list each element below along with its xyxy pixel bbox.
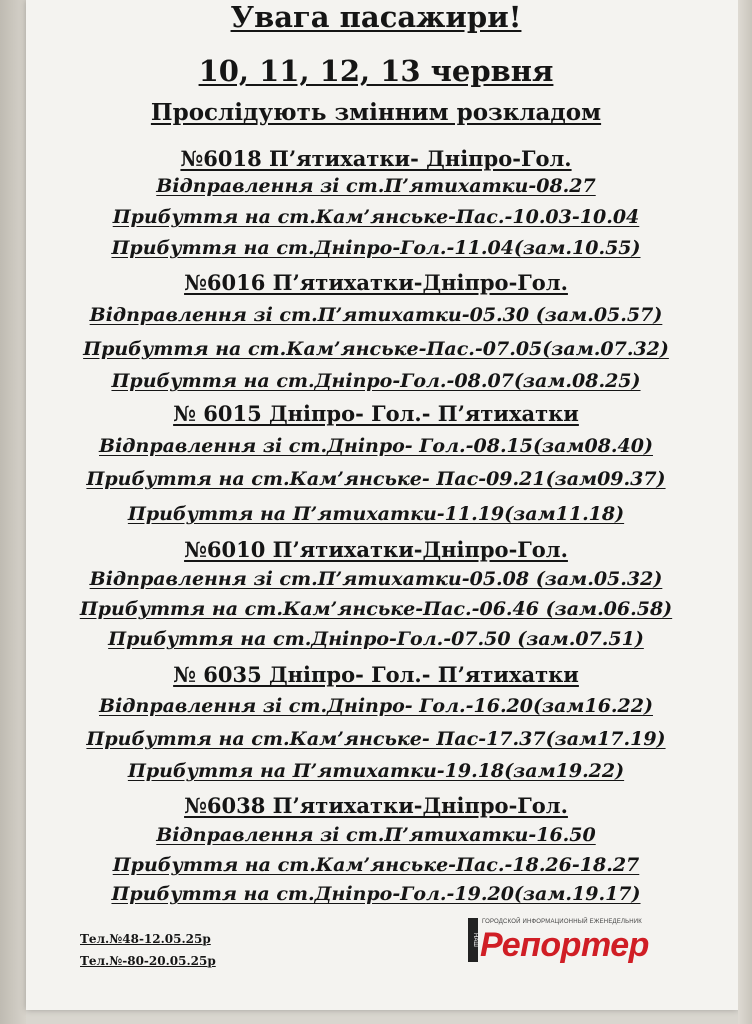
train-line: Прибуття на ст.Кам’янське-Пас.-07.05(зам.07.32) [83,338,669,360]
train-line: Прибуття на ст.Кам’янське- Пас-09.21(зам09.37) [86,468,666,490]
logo-wordmark: Репортер [480,926,649,964]
train-header: №6016 П’ятихатки-Дніпро-Гол. [184,270,568,295]
train-header: №6010 П’ятихатки-Дніпро-Гол. [184,537,568,562]
train-line: Прибуття на ст.Дніпро-Гол.-07.50 (зам.07.51) [108,628,644,650]
train-line: Відправлення зі ст.П’ятихатки-08.27 [156,175,596,197]
train-line: Відправлення зі ст.П’ятихатки-16.50 [156,824,596,846]
notice-subtitle: Прослідують змінним розкладом [150,99,602,126]
train-line: Прибуття на ст.Дніпро-Гол.-11.04(зам.10.55) [111,237,641,259]
train-line: Прибуття на ст.Кам’янське- Пас-17.37(зам17.19) [86,728,666,750]
train-line: Відправлення зі ст.П’ятихатки-05.30 (зам.05.57) [89,304,663,326]
train-line: Прибуття на ст.Кам’янське-Пас.-10.03-10.04 [112,206,640,228]
train-line: Прибуття на ст.Кам’янське-Пас.-18.26-18.27 [112,854,640,876]
train-header: № 6035 Дніпро- Гол.- П’ятихатки [173,662,579,687]
train-line: Прибуття на П’ятихатки-19.18(зам19.22) [127,760,625,782]
train-line: Прибуття на ст.Кам’янське-Пас.-06.46 (зам.06.58) [79,598,673,620]
train-line: Відправлення зі ст.Дніпро- Гол.-08.15(зам08.40) [99,435,653,457]
logo-tagline: ГОРОДСКОЙ ИНФОРМАЦИОННЫЙ ЕЖЕНЕДЕЛЬНИК [482,919,642,925]
footer-tel-1: Тел.№48-12.05.25р [80,932,211,946]
footer-tel-2: Тел.№-80-20.05.25р [80,954,216,968]
train-line: Відправлення зі ст.П’ятихатки-05.08 (зам.05.32) [89,568,663,590]
notice-dates: 10, 11, 12, 13 червня [198,54,554,88]
train-header: №6038 П’ятихатки-Дніпро-Гол. [184,793,568,818]
train-header: №6018 П’ятихатки- Дніпро-Гол. [180,146,572,171]
train-line: Прибуття на ст.Дніпро-Гол.-19.20(зам.19.17) [111,883,641,905]
train-line: Прибуття на ст.Дніпро-Гол.-08.07(зам.08.25) [111,370,641,392]
notice-title: Увага пасажири! [230,0,522,34]
reporter-logo [468,918,700,966]
train-line: Прибуття на П’ятихатки-11.19(зам11.18) [127,503,625,525]
train-line: Відправлення зі ст.Дніпро- Гол.-16.20(зам16.22) [99,695,653,717]
logo-bar: НАШ [468,918,478,962]
train-header: № 6015 Дніпро- Гол.- П’ятихатки [173,401,579,426]
